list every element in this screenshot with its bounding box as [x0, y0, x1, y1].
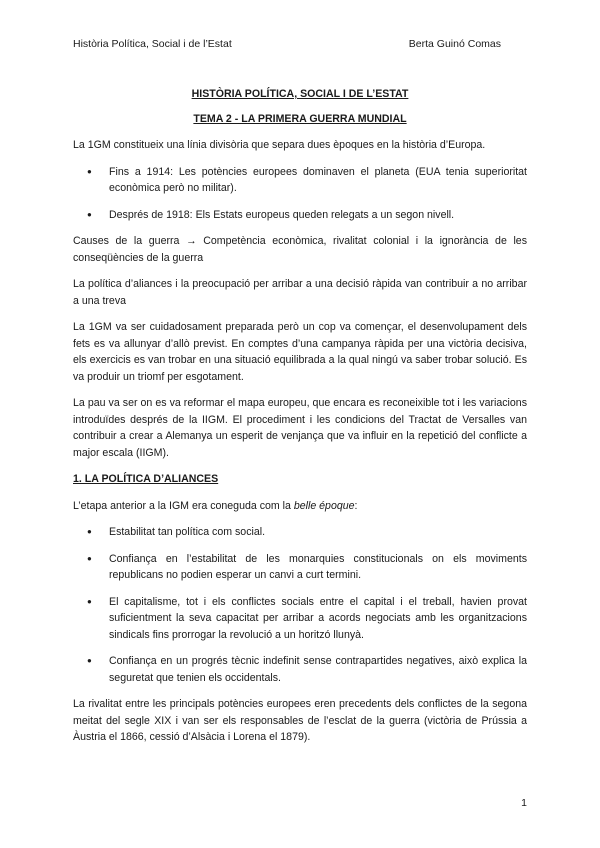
belle-epoque-paragraph [73, 498, 527, 515]
aliances-paragraph: La política d’aliances i la preocupació per arribar a una decisió ràpida van contribuir a no arribar a una treva [73, 278, 527, 307]
belle-term: belle époque [293, 499, 355, 512]
causes-paragraph: Causes de la guerra → Competència econòmica, rivalitat colonial i la ignorància de les conseqüències de la guerra [73, 235, 527, 264]
header-author: Berta Guinó Comas [408, 38, 501, 50]
pau-paragraph: La pau va ser on es va reformar el mapa europeu, que encara es reconeixible tot i les variacions introduïdes després de la IIGM. El procediment i les condicions del Tractat de Versalles van contribuir a crear a Alemanya un esperit de venjança que va influir en la repetició del conflicte a major escala (IIGM). [73, 397, 527, 459]
list-item: ● Estabilitat tan política com social. [73, 524, 527, 541]
list-item: ● Fins a 1914: Les potències europees dominaven el planeta (EUA tenia superioritat econòmica però no militar). [73, 164, 527, 197]
section-heading: 1. LA POLÍTICA D’ALIANCES [73, 473, 219, 485]
rivalitat-paragraph: La rivalitat entre les principals potències europees eren precedents dels conflictes de la segona meitat del segle XIX i van ser els responsables de l’esclat de la guerra (victòria de Prússia a Àustria el 1866, cessió d’Alsàcia i Lorena el 1879). [73, 698, 527, 743]
document-body [73, 86, 527, 756]
belle-prefix: L’etapa anterior a la IGM era coneguda com la [73, 499, 294, 512]
page-header [73, 38, 501, 52]
intro-paragraph: La 1GM constitueix una línia divisòria que separa dues èpoques en la història d’Europa. [73, 139, 486, 151]
list-item: ● Confiança en un progrés tècnic indefinit sense contrapartides negatives, això explica la seguretat que tenien els occidentals. [73, 653, 527, 686]
bullet-list-2 [73, 524, 527, 686]
bullet-list-1 [73, 164, 527, 224]
page-number: 1 [521, 797, 527, 809]
document-subtitle: TEMA 2 - LA PRIMERA GUERRA MUNDIAL [193, 112, 407, 125]
header-subject: Història Política, Social i de l’Estat [73, 38, 232, 50]
preparada-paragraph: La 1GM va ser cuidadosament preparada però un cop va començar, el desenvolupament dels fets es va allunyar d’allò previst. En comptes d’una campanya ràpida per una victòria decisiva, els exercicis es van trobar en una situació equilibrada a la qual ningú va saber trobar solució. Es va produir un triomf per esgotament. [73, 321, 527, 383]
list-item: ● El capitalisme, tot i els conflictes socials entre el capital i el treball, havien provat suficientment la seva capacitat per arribar a acords negociats amb les organitzacions sindicals fins prorrogar la revolució a un horitzó llunyà. [73, 594, 527, 644]
list-item: ● Confiança en l’estabilitat de les monarquies constitucionals on els moviments republicans no podien esperar un canvi a curt termini. [73, 551, 527, 584]
belle-suffix: : [354, 499, 358, 512]
document-title: HISTÒRIA POLÍTICA, SOCIAL I DE L’ESTAT [191, 88, 409, 100]
list-item: ● Després de 1918: Els Estats europeus queden relegats a un segon nivell. [73, 207, 527, 224]
